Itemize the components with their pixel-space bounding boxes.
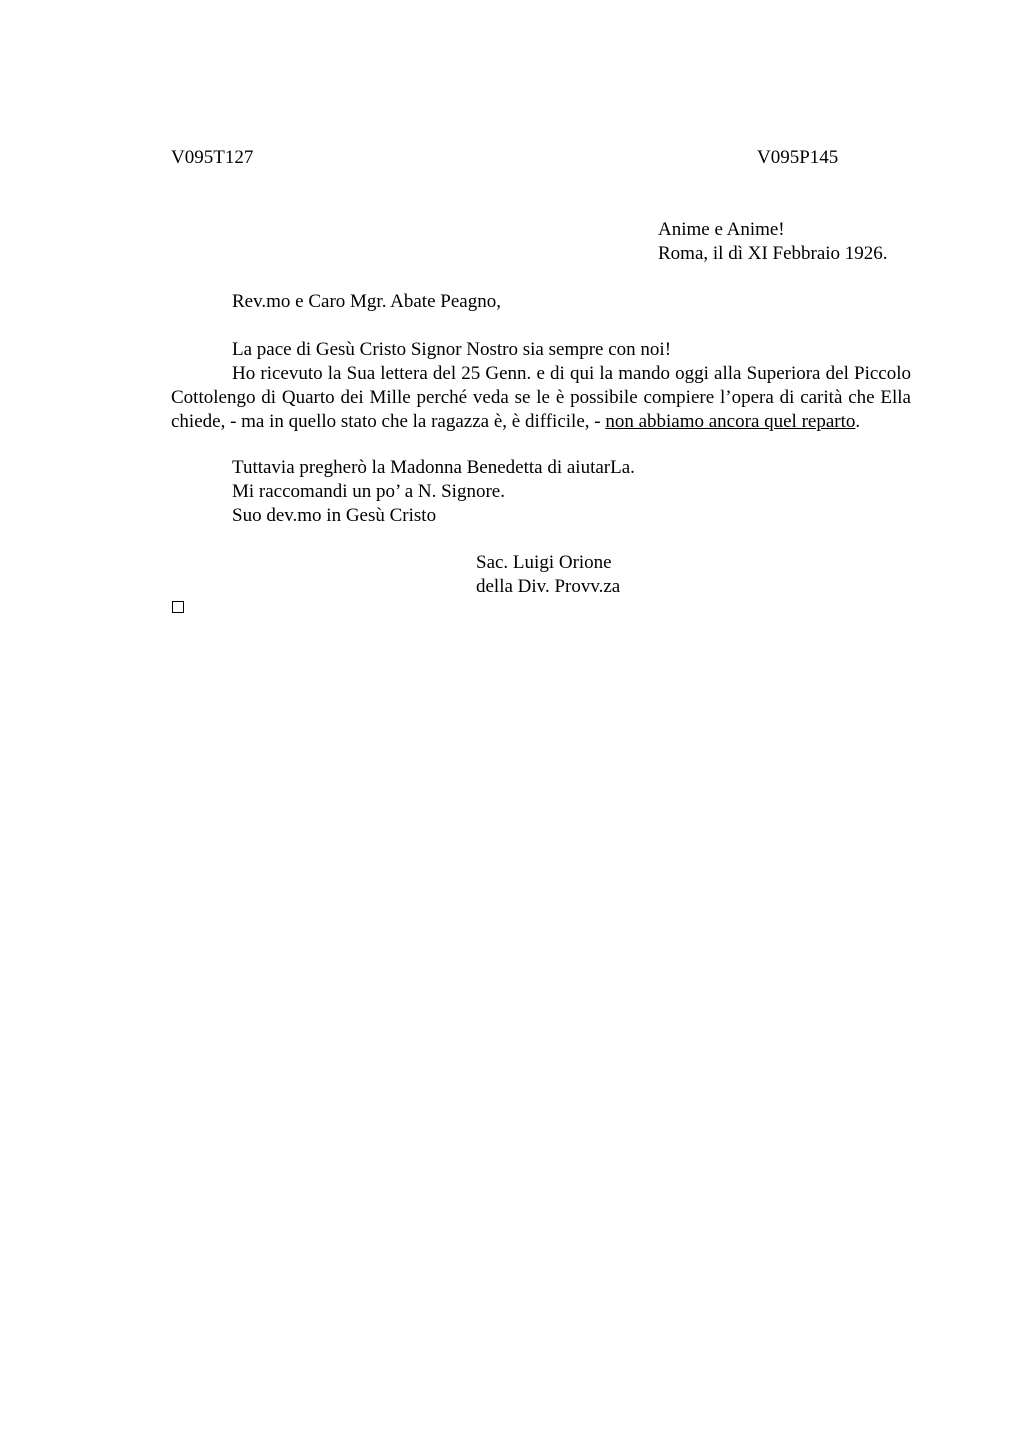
prayer-line: Tuttavia pregherò la Madonna Benedetta di aiutarLa. bbox=[232, 457, 635, 478]
dateline: Roma, il dì XI Febbraio 1926. bbox=[658, 243, 888, 264]
greeting-line: La pace di Gesù Cristo Signor Nostro sia sempre con noi! bbox=[232, 339, 672, 360]
letter-body-paragraph bbox=[171, 362, 911, 434]
signature-name: Sac. Luigi Orione bbox=[476, 552, 612, 573]
reference-code-left: V095T127 bbox=[171, 147, 254, 168]
signature-title: della Div. Provv.za bbox=[476, 576, 621, 597]
body-main-text: Ho ricevuto la Sua lettera del 25 Genn. e di qui la mando oggi alla Superiora del Piccolo Cottolengo di Quarto dei Mille perché veda se le è possibile compiere l’opera di carità che Ella chiede, - ma in quello stato che la ragazza è, è difficile, - bbox=[171, 363, 911, 432]
empty-square-icon bbox=[172, 601, 184, 613]
salutation: Rev.mo e Caro Mgr. Abate Peagno, bbox=[232, 291, 501, 312]
closing-line: Suo dev.mo in Gesù Cristo bbox=[232, 505, 437, 526]
request-line: Mi raccomandi un po’ a N. Signore. bbox=[232, 481, 505, 502]
reference-code-right: V095P145 bbox=[757, 147, 839, 168]
body-end-punctuation: . bbox=[855, 411, 861, 432]
motto: Anime e Anime! bbox=[658, 219, 785, 240]
underlined-phrase: non abbiamo ancora quel reparto bbox=[605, 411, 856, 432]
